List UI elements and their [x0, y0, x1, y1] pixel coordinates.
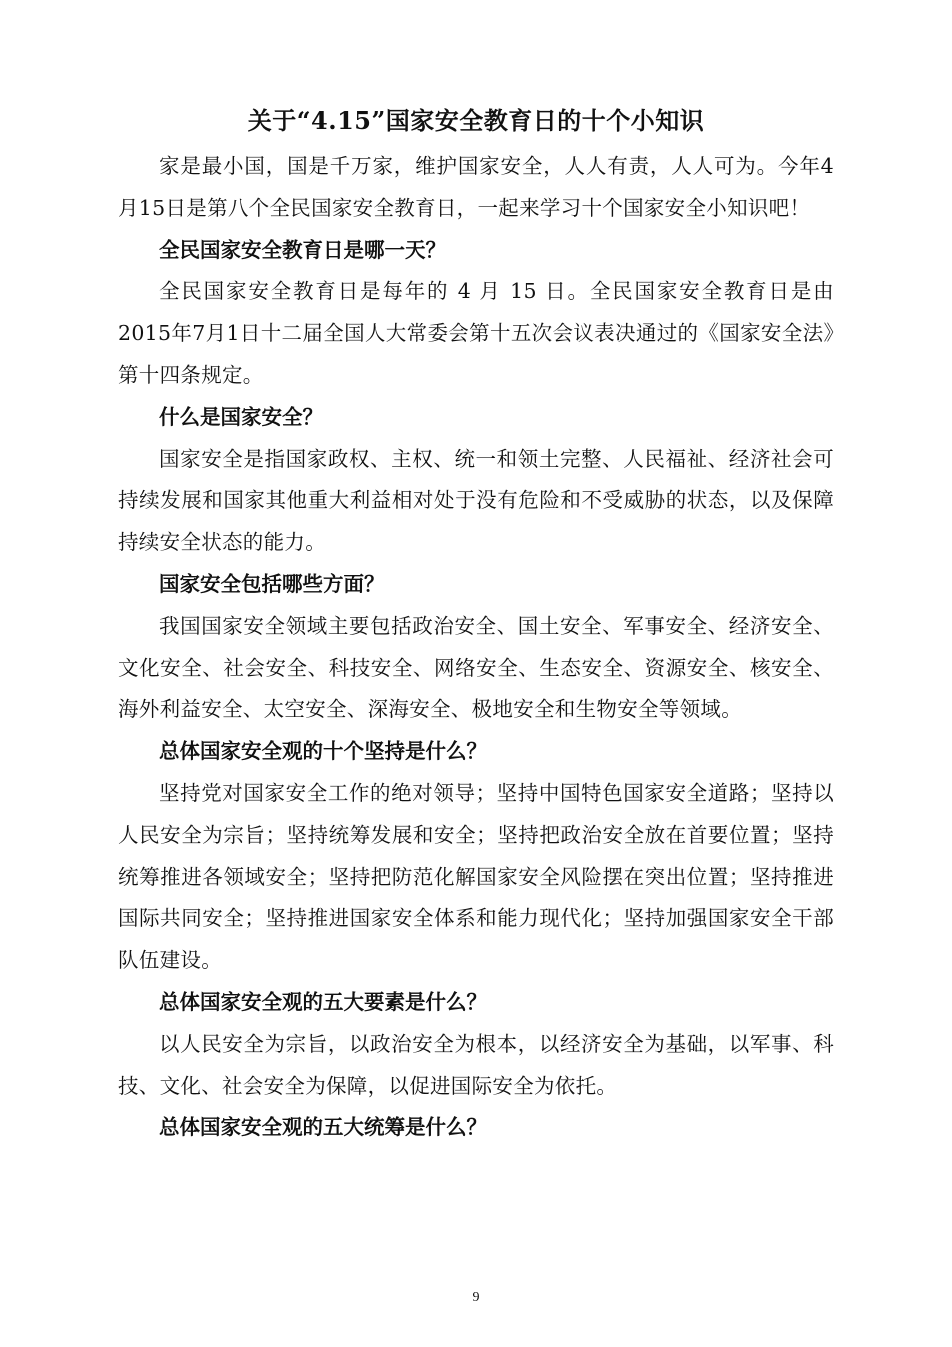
- page-number: 9: [472, 1290, 480, 1305]
- section-heading: 全民国家安全教育日是哪一天？: [159, 237, 446, 262]
- section-heading: 国家安全包括哪些方面？: [159, 571, 385, 596]
- section-body: 以人民安全为宗旨，以政治安全为根本，以经济安全为基础，以军事、科技、文化、社会安全为保障，以促进国际安全为依托。: [118, 1031, 834, 1098]
- section-body: 我国国家安全领域主要包括政治安全、国土安全、军事安全、经济安全、文化安全、社会安全、科技安全、网络安全、生态安全、资源安全、核安全、海外利益安全、太空安全、深海安全、极地安全和生物安全等领域。: [118, 613, 834, 722]
- section-heading: 什么是国家安全？: [159, 404, 323, 429]
- document-title: 关于“4.15”国家安全教育日的十个小知识: [247, 106, 705, 135]
- section-body: 国家安全是指国家政权、主权、统一和领土完整、人民福祉、经济社会可持续发展和国家其他重大利益相对处于没有危险和不受威胁的状态，以及保障持续安全状态的能力。: [118, 446, 834, 555]
- intro-paragraph: 家是最小国，国是千万家，维护国家安全，人人有责，人人可为。今年4月15日是第八个全民国家安全教育日，一起来学习十个国家安全小知识吧！: [118, 154, 834, 220]
- section-heading: 总体国家安全观的五大要素是什么？: [159, 989, 487, 1014]
- section-heading: 总体国家安全观的十个坚持是什么？: [159, 739, 487, 764]
- section-body: 全民国家安全教育日是每年的 4 月 15 日。全民国家安全教育日是由2015年7月1日十二届全国人大常委会第十五次会议表决通过的《国家安全法》第十四条规定。: [118, 279, 834, 387]
- section-heading: 总体国家安全观的五大统筹是什么？: [159, 1115, 487, 1140]
- section-body: 坚持党对国家安全工作的绝对领导；坚持中国特色国家安全道路；坚持以人民安全为宗旨；坚持统筹发展和安全；坚持把政治安全放在首要位置；坚持统筹推进各领域安全；坚持把防范化解国家安全风险摆在突出位置；坚持推进国际共同安全；坚持推进国家安全体系和能力现代化；坚持加强国家安全干部队伍建设。: [118, 780, 834, 973]
